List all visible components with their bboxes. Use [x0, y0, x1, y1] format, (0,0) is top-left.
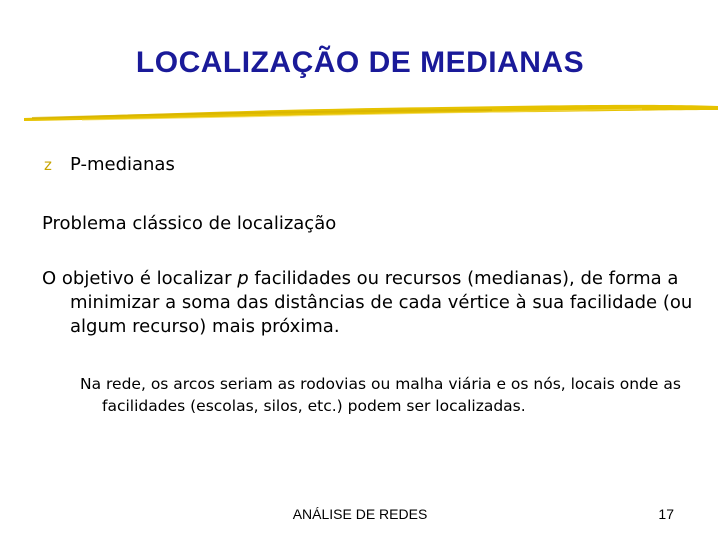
- paragraph-objective: [42, 267, 720, 339]
- bullet-text: P-medianas: [70, 154, 175, 175]
- paragraph-network-note: Na rede, os arcos seriam as rodovias ou malha viária e os nós, locais onde as facilidades (escolas, silos, etc.) podem ser localizadas.: [80, 375, 681, 415]
- objective-variable-p: p: [237, 268, 249, 289]
- slide-title: LOCALIZAÇÃO DE MEDIANAS: [135, 46, 585, 79]
- paragraph-problem: Problema clássico de localização: [42, 213, 337, 234]
- objective-text-start: O objetivo é localizar: [42, 268, 238, 289]
- page-number: 17: [658, 506, 674, 522]
- footer-label: ANÁLISE DE REDES: [292, 506, 428, 522]
- z-bullet-icon: z: [44, 156, 52, 174]
- title-underline-rule: [22, 100, 720, 130]
- bullet-p-medianas: [44, 153, 175, 177]
- objective-text-end: facilidades ou recursos (medianas), de forma a minimizar a soma das distâncias de cada vértice à sua facilidade (ou algum recurso) mais próxima.: [70, 268, 693, 337]
